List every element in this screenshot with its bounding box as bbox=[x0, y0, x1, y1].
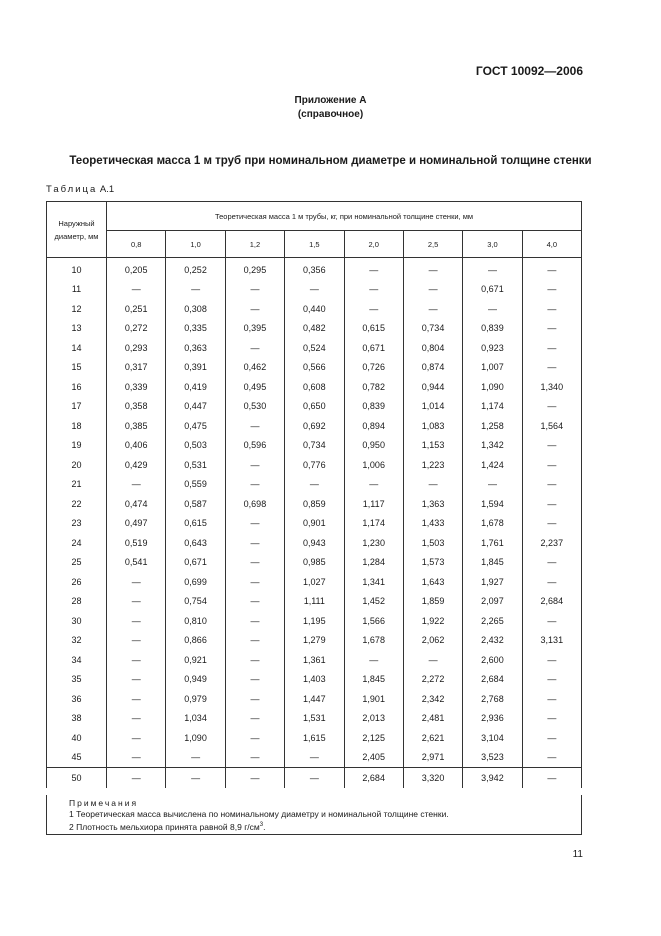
mass-cell: 0,692 bbox=[285, 416, 344, 436]
mass-cell: 1,403 bbox=[285, 670, 344, 690]
mass-cell: 0,776 bbox=[285, 455, 344, 475]
table-row bbox=[47, 397, 582, 417]
note-2-superscript: 3 bbox=[259, 822, 264, 828]
diameter-cell: 36 bbox=[47, 689, 107, 709]
mass-cell: 0,462 bbox=[225, 358, 284, 378]
thickness-header: 2,0 bbox=[344, 231, 403, 258]
mass-cell: — bbox=[225, 748, 284, 768]
mass-cell: 0,293 bbox=[107, 338, 166, 358]
diameter-cell: 19 bbox=[47, 436, 107, 456]
mass-cell: — bbox=[522, 748, 581, 768]
diameter-cell: 26 bbox=[47, 572, 107, 592]
table-row bbox=[47, 689, 582, 709]
mass-cell: — bbox=[522, 572, 581, 592]
mass-cell: — bbox=[344, 258, 403, 280]
thickness-header: 1,5 bbox=[285, 231, 344, 258]
mass-cell: 0,615 bbox=[344, 319, 403, 339]
table-caption bbox=[46, 184, 114, 195]
mass-cell: — bbox=[403, 258, 462, 280]
table-row bbox=[47, 475, 582, 495]
mass-cell: — bbox=[225, 299, 284, 319]
diameter-cell: 18 bbox=[47, 416, 107, 436]
mass-cell: 0,317 bbox=[107, 358, 166, 378]
mass-cell: 2,936 bbox=[463, 709, 522, 729]
mass-cell: 1,566 bbox=[344, 611, 403, 631]
mass-cell: — bbox=[463, 475, 522, 495]
mass-cell: — bbox=[463, 299, 522, 319]
mass-cell: 0,943 bbox=[285, 533, 344, 553]
mass-cell: — bbox=[522, 338, 581, 358]
mass-cell: 3,104 bbox=[463, 728, 522, 748]
thickness-header: 1,2 bbox=[225, 231, 284, 258]
mass-cell: 0,596 bbox=[225, 436, 284, 456]
diameter-cell: 34 bbox=[47, 650, 107, 670]
mass-cell: 0,726 bbox=[344, 358, 403, 378]
table-row bbox=[47, 319, 582, 339]
mass-cell: 0,810 bbox=[166, 611, 225, 631]
mass-cell: — bbox=[522, 397, 581, 417]
mass-cell: 0,205 bbox=[107, 258, 166, 280]
mass-cell: — bbox=[225, 709, 284, 729]
mass-cell: 0,874 bbox=[403, 358, 462, 378]
mass-cell: — bbox=[225, 631, 284, 651]
mass-cell: — bbox=[107, 280, 166, 300]
mass-cell: 1,452 bbox=[344, 592, 403, 612]
mass-cell: — bbox=[107, 592, 166, 612]
diameter-cell: 24 bbox=[47, 533, 107, 553]
mass-cell: — bbox=[403, 475, 462, 495]
table-row bbox=[47, 377, 582, 397]
table-row bbox=[47, 553, 582, 573]
mass-cell: — bbox=[522, 258, 581, 280]
mass-cell: 1,174 bbox=[463, 397, 522, 417]
diameter-cell: 25 bbox=[47, 553, 107, 573]
mass-cell: 0,615 bbox=[166, 514, 225, 534]
mass-cell: 0,447 bbox=[166, 397, 225, 417]
table-row bbox=[47, 299, 582, 319]
mass-cell: — bbox=[463, 258, 522, 280]
mass-cell: 3,523 bbox=[463, 748, 522, 768]
table-row bbox=[47, 494, 582, 514]
mass-cell: 1,090 bbox=[463, 377, 522, 397]
mass-cell: 3,131 bbox=[522, 631, 581, 651]
mass-cell: — bbox=[522, 553, 581, 573]
mass-cell: 0,363 bbox=[166, 338, 225, 358]
mass-cell: 0,385 bbox=[107, 416, 166, 436]
table-row bbox=[47, 650, 582, 670]
mass-cell: — bbox=[522, 280, 581, 300]
table-row bbox=[47, 416, 582, 436]
mass-cell: 2,265 bbox=[463, 611, 522, 631]
diameter-cell: 30 bbox=[47, 611, 107, 631]
mass-cell: 1,922 bbox=[403, 611, 462, 631]
mass-cell: 1,531 bbox=[285, 709, 344, 729]
mass-cell: — bbox=[107, 631, 166, 651]
mass-cell: 0,482 bbox=[285, 319, 344, 339]
mass-cell: 0,921 bbox=[166, 650, 225, 670]
mass-cell: 1,678 bbox=[463, 514, 522, 534]
mass-cell: 1,615 bbox=[285, 728, 344, 748]
table-row bbox=[47, 592, 582, 612]
mass-cell: — bbox=[522, 475, 581, 495]
mass-cell: 0,429 bbox=[107, 455, 166, 475]
mass-cell: 0,782 bbox=[344, 377, 403, 397]
mass-cell: 0,519 bbox=[107, 533, 166, 553]
mass-cell: 1,230 bbox=[344, 533, 403, 553]
mass-cell: 0,901 bbox=[285, 514, 344, 534]
mass-cell: 0,979 bbox=[166, 689, 225, 709]
mass-cell: 1,279 bbox=[285, 631, 344, 651]
mass-cell: — bbox=[522, 358, 581, 378]
mass-cell: — bbox=[522, 768, 581, 788]
mass-cell: — bbox=[225, 514, 284, 534]
thickness-header: 0,8 bbox=[107, 231, 166, 258]
mass-cell: 2,097 bbox=[463, 592, 522, 612]
mass-cell: — bbox=[107, 572, 166, 592]
mass-cell: 1,363 bbox=[403, 494, 462, 514]
mass-cell: — bbox=[225, 475, 284, 495]
mass-cell: 0,474 bbox=[107, 494, 166, 514]
diameter-header: Наружный диаметр, мм bbox=[47, 202, 107, 258]
mass-cell: 0,497 bbox=[107, 514, 166, 534]
mass-cell: 0,894 bbox=[344, 416, 403, 436]
mass-cell: 0,944 bbox=[403, 377, 462, 397]
mass-cell: — bbox=[344, 475, 403, 495]
mass-cell: 1,643 bbox=[403, 572, 462, 592]
mass-cell: — bbox=[107, 650, 166, 670]
mass-cell: 0,734 bbox=[403, 319, 462, 339]
mass-cell: 1,845 bbox=[344, 670, 403, 690]
mass-cell: 0,671 bbox=[166, 553, 225, 573]
mass-cell: 1,174 bbox=[344, 514, 403, 534]
mass-cell: 1,503 bbox=[403, 533, 462, 553]
note-2 bbox=[69, 820, 581, 833]
table-row bbox=[47, 572, 582, 592]
mass-cell: — bbox=[522, 611, 581, 631]
mass-cell: — bbox=[225, 533, 284, 553]
mass-cell: 2,684 bbox=[463, 670, 522, 690]
mass-cell: 2,237 bbox=[522, 533, 581, 553]
diameter-cell: 13 bbox=[47, 319, 107, 339]
mass-cell: — bbox=[107, 611, 166, 631]
diameter-cell: 10 bbox=[47, 258, 107, 280]
mass-cell: 0,923 bbox=[463, 338, 522, 358]
mass-cell: 0,643 bbox=[166, 533, 225, 553]
diameter-cell: 20 bbox=[47, 455, 107, 475]
mass-cell: 0,358 bbox=[107, 397, 166, 417]
mass-cell: 0,671 bbox=[463, 280, 522, 300]
mass-cell: 2,621 bbox=[403, 728, 462, 748]
mass-cell: 0,866 bbox=[166, 631, 225, 651]
table-row bbox=[47, 533, 582, 553]
diameter-cell: 38 bbox=[47, 709, 107, 729]
diameter-cell: 14 bbox=[47, 338, 107, 358]
mass-cell: 0,804 bbox=[403, 338, 462, 358]
mass-cell: 0,734 bbox=[285, 436, 344, 456]
mass-cell: 2,272 bbox=[403, 670, 462, 690]
mass-cell: — bbox=[107, 689, 166, 709]
mass-cell: 0,754 bbox=[166, 592, 225, 612]
mass-cell: 2,684 bbox=[344, 768, 403, 788]
diameter-cell: 45 bbox=[47, 748, 107, 768]
mass-cell: 0,308 bbox=[166, 299, 225, 319]
mass-cell: 1,117 bbox=[344, 494, 403, 514]
mass-cell: — bbox=[107, 709, 166, 729]
mass-cell: 0,391 bbox=[166, 358, 225, 378]
note-2-text: 2 Плотность мельхиора принята равной 8,9 г/см bbox=[69, 821, 260, 832]
mass-cell: 1,433 bbox=[403, 514, 462, 534]
mass-cell: — bbox=[225, 416, 284, 436]
mass-cell: 1,258 bbox=[463, 416, 522, 436]
mass-cell: — bbox=[522, 319, 581, 339]
mass-cell: — bbox=[522, 670, 581, 690]
mass-cell: — bbox=[225, 553, 284, 573]
mass-cell: 1,594 bbox=[463, 494, 522, 514]
table-row bbox=[47, 514, 582, 534]
mass-cell: 0,839 bbox=[463, 319, 522, 339]
mass-cell: 1,027 bbox=[285, 572, 344, 592]
diameter-cell: 22 bbox=[47, 494, 107, 514]
mass-cell: 1,424 bbox=[463, 455, 522, 475]
mass-cell: 1,034 bbox=[166, 709, 225, 729]
mass-cell: — bbox=[225, 611, 284, 631]
table-row bbox=[47, 768, 582, 788]
page-number: 11 bbox=[572, 849, 583, 860]
diameter-cell: 28 bbox=[47, 592, 107, 612]
mass-cell: — bbox=[166, 280, 225, 300]
diameter-cell: 50 bbox=[47, 768, 107, 788]
mass-cell: 1,341 bbox=[344, 572, 403, 592]
mass-cell: 0,541 bbox=[107, 553, 166, 573]
mass-cell: — bbox=[107, 728, 166, 748]
mass-cell: 0,406 bbox=[107, 436, 166, 456]
table-row bbox=[47, 748, 582, 768]
mass-cell: — bbox=[403, 280, 462, 300]
mass-cell: 1,342 bbox=[463, 436, 522, 456]
mass-cell: 0,251 bbox=[107, 299, 166, 319]
mass-cell: 2,013 bbox=[344, 709, 403, 729]
mass-cell: — bbox=[225, 592, 284, 612]
notes-heading: Примечания bbox=[69, 798, 139, 808]
mass-cell: 0,495 bbox=[225, 377, 284, 397]
mass-cell: 0,608 bbox=[285, 377, 344, 397]
mass-cell: — bbox=[522, 689, 581, 709]
mass-cell: 0,839 bbox=[344, 397, 403, 417]
mass-cell: — bbox=[225, 572, 284, 592]
mass-cell: — bbox=[225, 728, 284, 748]
mass-cell: 2,481 bbox=[403, 709, 462, 729]
mass-cell: 1,678 bbox=[344, 631, 403, 651]
mass-cell: 2,971 bbox=[403, 748, 462, 768]
mass-header: Теоретическая масса 1 м трубы, кг, при номинальной толщине стенки, мм bbox=[107, 202, 582, 231]
mass-cell: 0,272 bbox=[107, 319, 166, 339]
notes-box bbox=[46, 795, 582, 835]
mass-cell: 0,698 bbox=[225, 494, 284, 514]
mass-cell: 1,761 bbox=[463, 533, 522, 553]
table-row bbox=[47, 670, 582, 690]
mass-cell: 1,340 bbox=[522, 377, 581, 397]
mass-cell: 0,530 bbox=[225, 397, 284, 417]
mass-cell: — bbox=[225, 670, 284, 690]
mass-cell: 0,650 bbox=[285, 397, 344, 417]
mass-cell: 0,949 bbox=[166, 670, 225, 690]
table-row bbox=[47, 728, 582, 748]
mass-cell: — bbox=[522, 455, 581, 475]
mass-cell: 0,531 bbox=[166, 455, 225, 475]
mass-cell: 0,859 bbox=[285, 494, 344, 514]
mass-cell: — bbox=[522, 494, 581, 514]
mass-cell: 1,361 bbox=[285, 650, 344, 670]
mass-cell: 0,419 bbox=[166, 377, 225, 397]
mass-cell: — bbox=[344, 650, 403, 670]
mass-cell: — bbox=[107, 748, 166, 768]
mass-cell: 1,014 bbox=[403, 397, 462, 417]
mass-cell: 1,223 bbox=[403, 455, 462, 475]
annex-title: Приложение А bbox=[294, 95, 367, 106]
table-row bbox=[47, 338, 582, 358]
mass-cell: — bbox=[344, 280, 403, 300]
mass-cell: 1,447 bbox=[285, 689, 344, 709]
document-title: Теоретическая масса 1 м труб при номинальном диаметре и номинальной толщине стенки bbox=[69, 155, 592, 167]
mass-cell: — bbox=[522, 436, 581, 456]
mass-cell: 0,295 bbox=[225, 258, 284, 280]
table-caption-word: Таблица bbox=[46, 184, 98, 195]
diameter-cell: 23 bbox=[47, 514, 107, 534]
mass-table bbox=[46, 201, 582, 788]
mass-cell: — bbox=[225, 650, 284, 670]
mass-cell: 0,335 bbox=[166, 319, 225, 339]
mass-cell: 0,671 bbox=[344, 338, 403, 358]
mass-cell: — bbox=[522, 514, 581, 534]
thickness-header: 4,0 bbox=[522, 231, 581, 258]
diameter-cell: 32 bbox=[47, 631, 107, 651]
mass-cell: 2,684 bbox=[522, 592, 581, 612]
diameter-cell: 17 bbox=[47, 397, 107, 417]
mass-cell: 0,252 bbox=[166, 258, 225, 280]
mass-cell: — bbox=[285, 748, 344, 768]
mass-cell: 2,125 bbox=[344, 728, 403, 748]
mass-cell: 1,284 bbox=[344, 553, 403, 573]
mass-cell: 1,083 bbox=[403, 416, 462, 436]
table-row bbox=[47, 258, 582, 280]
mass-cell: 2,342 bbox=[403, 689, 462, 709]
mass-cell: — bbox=[522, 650, 581, 670]
mass-cell: — bbox=[225, 338, 284, 358]
mass-cell: 0,356 bbox=[285, 258, 344, 280]
diameter-cell: 12 bbox=[47, 299, 107, 319]
thickness-header: 1,0 bbox=[166, 231, 225, 258]
mass-cell: 2,600 bbox=[463, 650, 522, 670]
mass-cell: — bbox=[107, 768, 166, 788]
diameter-cell: 21 bbox=[47, 475, 107, 495]
mass-cell: 3,320 bbox=[403, 768, 462, 788]
diameter-cell: 15 bbox=[47, 358, 107, 378]
mass-cell: 0,950 bbox=[344, 436, 403, 456]
table-row bbox=[47, 436, 582, 456]
table-row bbox=[47, 358, 582, 378]
mass-cell: — bbox=[225, 455, 284, 475]
table-row bbox=[47, 611, 582, 631]
mass-cell: 0,566 bbox=[285, 358, 344, 378]
mass-cell: — bbox=[285, 768, 344, 788]
mass-cell: 1,564 bbox=[522, 416, 581, 436]
mass-cell: 0,699 bbox=[166, 572, 225, 592]
mass-cell: — bbox=[403, 650, 462, 670]
mass-cell: 0,559 bbox=[166, 475, 225, 495]
table-row bbox=[47, 709, 582, 729]
mass-cell: — bbox=[107, 670, 166, 690]
mass-cell: 1,927 bbox=[463, 572, 522, 592]
diameter-cell: 35 bbox=[47, 670, 107, 690]
thickness-header: 2,5 bbox=[403, 231, 462, 258]
mass-cell: 1,573 bbox=[403, 553, 462, 573]
table-row bbox=[47, 631, 582, 651]
mass-cell: 1,007 bbox=[463, 358, 522, 378]
mass-cell: 0,339 bbox=[107, 377, 166, 397]
mass-cell: — bbox=[522, 709, 581, 729]
mass-cell: 3,942 bbox=[463, 768, 522, 788]
mass-cell: 0,475 bbox=[166, 416, 225, 436]
diameter-cell: 40 bbox=[47, 728, 107, 748]
mass-cell: 0,395 bbox=[225, 319, 284, 339]
table-caption-number: А.1 bbox=[99, 184, 115, 195]
mass-cell: — bbox=[522, 299, 581, 319]
mass-cell: 1,006 bbox=[344, 455, 403, 475]
mass-cell: 1,901 bbox=[344, 689, 403, 709]
mass-cell: 1,859 bbox=[403, 592, 462, 612]
annex-subtitle: (справочное) bbox=[297, 109, 364, 120]
mass-cell: 2,768 bbox=[463, 689, 522, 709]
mass-cell: 0,524 bbox=[285, 338, 344, 358]
mass-cell: 2,062 bbox=[403, 631, 462, 651]
standard-number: ГОСТ 10092—2006 bbox=[475, 64, 583, 78]
mass-cell: — bbox=[285, 280, 344, 300]
mass-cell: 0,985 bbox=[285, 553, 344, 573]
mass-cell: — bbox=[403, 299, 462, 319]
mass-cell: 0,587 bbox=[166, 494, 225, 514]
mass-cell: — bbox=[225, 768, 284, 788]
table-row bbox=[47, 455, 582, 475]
mass-cell: — bbox=[285, 475, 344, 495]
mass-cell: 0,503 bbox=[166, 436, 225, 456]
mass-cell: — bbox=[107, 475, 166, 495]
mass-cell: 2,432 bbox=[463, 631, 522, 651]
note-1: 1 Теоретическая масса вычислена по номинальному диаметру и номинальной толщине стенки. bbox=[69, 809, 449, 819]
mass-cell: 1,845 bbox=[463, 553, 522, 573]
mass-cell: — bbox=[344, 299, 403, 319]
table-row bbox=[47, 280, 582, 300]
mass-cell: 1,111 bbox=[285, 592, 344, 612]
mass-cell: 1,090 bbox=[166, 728, 225, 748]
mass-cell: 1,153 bbox=[403, 436, 462, 456]
mass-cell: — bbox=[166, 748, 225, 768]
mass-cell: 1,195 bbox=[285, 611, 344, 631]
note-2-tail: . bbox=[263, 821, 266, 832]
mass-cell: — bbox=[225, 280, 284, 300]
mass-cell: 0,440 bbox=[285, 299, 344, 319]
mass-cell: — bbox=[166, 768, 225, 788]
mass-cell: — bbox=[225, 689, 284, 709]
thickness-header: 3,0 bbox=[463, 231, 522, 258]
mass-cell: 2,405 bbox=[344, 748, 403, 768]
diameter-cell: 16 bbox=[47, 377, 107, 397]
mass-cell: — bbox=[522, 728, 581, 748]
diameter-cell: 11 bbox=[47, 280, 107, 300]
